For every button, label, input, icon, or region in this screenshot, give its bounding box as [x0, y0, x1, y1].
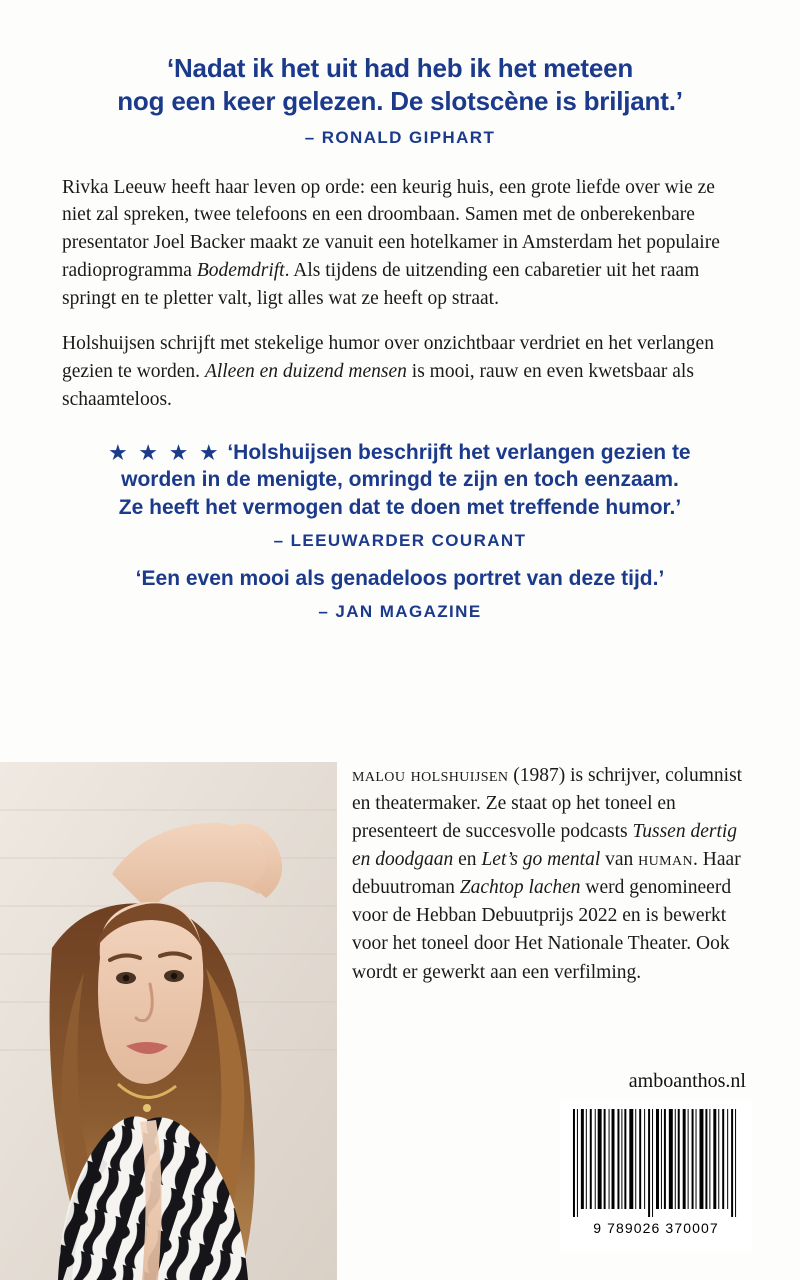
second-review-attribution: – JAN MAGAZINE — [318, 602, 482, 622]
second-review-line-1: ‘Een even mooi als genadeloos portret van deze tijd.’ — [135, 567, 665, 591]
bio-part-d: . Haar debuutroman — [352, 849, 741, 899]
starred-review-attribution: – LEEUWARDER COURANT — [273, 531, 527, 551]
blurb-p2-title: Alleen en duizend mensen — [204, 360, 407, 382]
blurb-p1-title: Bodemdrift — [196, 260, 285, 282]
bottom-section — [0, 762, 800, 1280]
author-bio-text — [352, 762, 752, 987]
author-bio-block — [352, 762, 752, 987]
podcast-title-2: Let’s go mental — [481, 849, 601, 871]
blurb-paragraph-2 — [62, 330, 738, 414]
blurb-block — [0, 174, 800, 414]
blurb-p1-part-a: Rivka Leeuw heeft haar leven op orde: een keurig huis, een grote liefde over wie ze niet zal spreken, twee telefoons en een droombaan. Samen met de onberekenbare presentator Joel Backer maakt ze vanuit een hotelkamer in Amsterdam het populaire radioprogramma — [62, 176, 720, 282]
podcast-title-1: Tussen dertig en doodgaan — [352, 821, 738, 871]
top-quote-line-2: nog een keer gelezen. De slotscène is briljant.’ — [117, 86, 683, 117]
starred-review-line-1 — [56, 439, 744, 467]
star-rating-icon: ★ ★ ★ ★ — [109, 442, 222, 464]
bio-part-e: werd genomineerd voor de Hebban Debuutprijs 2022 en is bewerkt voor het toneel door Het Nationale Theater. Ook wordt er gewerkt aan een verfilming. — [352, 877, 732, 983]
starred-review-line-3: Ze heeft het vermogen dat te doen met treffende humor.’ — [118, 496, 682, 520]
starred-review-line-2: worden in de menigte, omringd te zijn en toch eenzaam. — [121, 468, 679, 492]
blurb-p1-part-b: . Als tijdens de uitzending een cabaretier uit het raam springt en te pletter valt, ligt alles wat ze heeft op straat. — [62, 260, 700, 310]
top-quote-block — [0, 0, 800, 148]
bio-part-b: en — [453, 849, 482, 871]
barcode-bars — [571, 1109, 741, 1217]
bio-part-c: van — [600, 849, 639, 871]
top-quote-attribution: – RONALD GIPHART — [304, 127, 496, 147]
blurb-paragraph-1 — [62, 174, 738, 313]
blurb-p2-part-a: Holshuijsen schrijft met stekelige humor over onzichtbaar verdriet en het verlangen gezien te worden. — [62, 332, 714, 382]
broadcaster-name: human — [638, 849, 694, 871]
bio-part-a: (1987) is schrijver, columnist en theatermaker. Ze staat op het toneel en presenteert de succesvolle podcasts — [352, 765, 743, 843]
debut-novel-title: Zachtop lachen — [459, 877, 581, 899]
top-quote-line-1: ‘Nadat ik het uit had heb ik het meteen — [166, 53, 634, 83]
author-photo — [0, 762, 337, 1280]
barcode — [560, 1100, 752, 1252]
publisher-url[interactable]: amboanthos.nl — [628, 1070, 746, 1092]
starred-review-block — [0, 431, 800, 552]
barcode-digits: 9 789026 370007 — [593, 1220, 719, 1236]
second-review-block — [0, 551, 800, 622]
author-name: malou holshuijsen — [352, 765, 509, 786]
blurb-p2-part-b: is mooi, rauw en even kwetsbaar als schaamteloos. — [62, 360, 694, 410]
starred-review-text-1: ‘Holshuijsen beschrijft het verlangen gezien te — [227, 440, 691, 464]
